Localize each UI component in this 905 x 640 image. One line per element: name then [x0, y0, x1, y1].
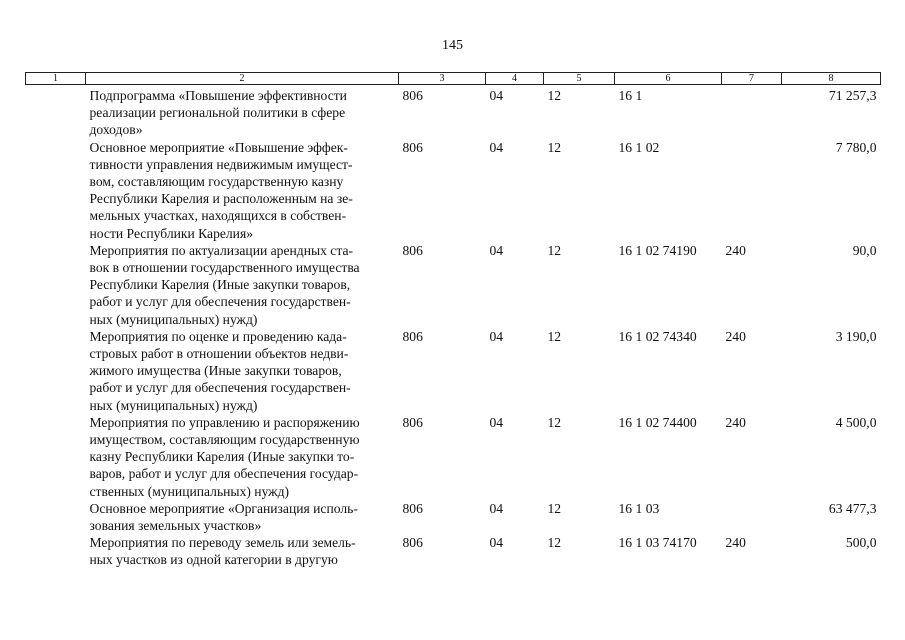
row-target-article-code: 16 1 03 74170 — [618, 535, 697, 551]
page-number: 145 — [442, 38, 463, 53]
row-expense-type-code: 240 — [725, 328, 746, 344]
column-header-4: 4 — [486, 73, 544, 85]
row-expense-type-code: 240 — [725, 535, 746, 551]
table-body — [26, 85, 881, 569]
row-section-code: 04 — [489, 535, 504, 551]
row-expense-type-code — [722, 85, 782, 139]
row-blank-cell — [26, 500, 86, 534]
table-row — [26, 500, 881, 534]
row-subsection-code: 12 — [547, 535, 562, 551]
row-ministry-code: 806 — [402, 88, 423, 103]
row-name-line: Основное мероприятие «Организация исполь- — [89, 500, 358, 516]
row-name-cell — [86, 242, 399, 328]
row-section-code: 04 — [489, 328, 504, 344]
row-section-code: 04 — [489, 88, 504, 103]
row-ministry-code: 806 — [402, 500, 423, 516]
column-header-3: 3 — [399, 73, 486, 85]
table-row — [26, 534, 881, 568]
row-target-article-code: 16 1 02 — [618, 139, 660, 155]
row-target-article-code: 16 1 02 74340 — [618, 328, 697, 344]
row-subsection-code: 12 — [547, 242, 562, 258]
row-blank-cell — [26, 85, 86, 139]
row-ministry-code: 806 — [402, 414, 423, 430]
column-header-2: 2 — [86, 73, 399, 85]
row-amount: 90,0 — [852, 242, 877, 258]
row-name-line: Мероприятия по управлению и распоряжению — [89, 414, 360, 430]
row-name-line: варов, работ и услуг для обеспечения государ- — [89, 466, 359, 482]
row-name-line: Подпрограмма «Повышение эффективности — [89, 88, 347, 103]
row-expense-type-code — [722, 500, 782, 534]
row-name-cell — [86, 328, 399, 414]
row-name-line: имуществом, составляющим государственную — [89, 432, 360, 448]
row-target-article-code: 16 1 — [618, 88, 643, 103]
row-ministry-code: 806 — [402, 535, 423, 551]
column-number-header-row — [26, 73, 881, 85]
row-subsection-code: 12 — [547, 328, 562, 344]
row-subsection-code: 12 — [547, 500, 562, 516]
row-amount: 500,0 — [845, 535, 877, 551]
row-section-code: 04 — [489, 500, 504, 516]
row-name-line: стровых работ в отношении объектов недви- — [89, 346, 349, 362]
row-subsection-code: 12 — [547, 88, 562, 103]
row-name-line: Мероприятия по оценке и проведению када- — [89, 328, 347, 344]
row-expense-type-code: 240 — [725, 414, 746, 430]
row-name-line: Основное мероприятие «Повышение эффек- — [89, 139, 348, 155]
row-amount: 4 500,0 — [835, 414, 877, 430]
row-section-code: 04 — [489, 414, 504, 430]
row-target-article-code: 16 1 03 — [618, 500, 660, 516]
table-row — [26, 328, 881, 414]
row-blank-cell — [26, 139, 86, 242]
row-blank-cell — [26, 242, 86, 328]
row-name-line: ных (муниципальных) нужд) — [89, 397, 258, 413]
row-target-article-code: 16 1 02 74400 — [618, 414, 697, 430]
row-name-line: мельных участках, находящихся в собствен- — [89, 208, 347, 224]
row-name-line: реализации региональной политики в сфере — [89, 105, 346, 121]
row-name-cell — [86, 139, 399, 242]
row-ministry-code: 806 — [402, 328, 423, 344]
row-expense-type-code: 240 — [725, 242, 746, 258]
row-name-line: казну Республики Карелия (Иные закупки то- — [89, 449, 355, 465]
row-target-article-code: 16 1 02 74190 — [618, 242, 697, 258]
row-name-line: Мероприятия по переводу земель или земель- — [89, 535, 356, 551]
column-header-1: 1 — [26, 73, 86, 85]
row-name-line: доходов» — [89, 122, 143, 138]
column-header-6: 6 — [615, 73, 722, 85]
row-name-cell — [86, 414, 399, 500]
row-section-code: 04 — [489, 139, 504, 155]
row-name-line: Мероприятия по актуализации арендных ста- — [89, 242, 354, 258]
table-row — [26, 242, 881, 328]
row-name-line: тивности управления недвижимым имущест- — [89, 156, 353, 172]
column-header-5: 5 — [544, 73, 615, 85]
budget-table — [25, 72, 881, 569]
row-amount: 63 477,3 — [828, 500, 877, 516]
row-name-cell — [86, 500, 399, 534]
table-row — [26, 414, 881, 500]
column-header-7: 7 — [722, 73, 782, 85]
table-row — [26, 85, 881, 139]
row-name-line: Республики Карелия и расположенным на зе- — [89, 191, 353, 207]
row-name-line: работ и услуг для обеспечения государствен- — [89, 380, 351, 396]
row-name-line: ных (муниципальных) нужд) — [89, 311, 258, 327]
row-expense-type-code — [722, 139, 782, 242]
row-name-line: жимого имущества (Иные закупки товаров, — [89, 363, 342, 379]
row-blank-cell — [26, 414, 86, 500]
row-name-line: ственных (муниципальных) нужд) — [89, 483, 290, 499]
table-row — [26, 139, 881, 242]
row-blank-cell — [26, 534, 86, 568]
row-subsection-code: 12 — [547, 414, 562, 430]
row-name-line: вом, составляющим государственную казну — [89, 174, 344, 190]
row-ministry-code: 806 — [402, 139, 423, 155]
row-section-code: 04 — [489, 242, 504, 258]
row-ministry-code: 806 — [402, 242, 423, 258]
row-blank-cell — [26, 328, 86, 414]
row-amount: 7 780,0 — [835, 139, 877, 155]
column-header-8: 8 — [782, 73, 881, 85]
row-name-line: зования земельных участков» — [89, 518, 262, 534]
row-subsection-code: 12 — [547, 139, 562, 155]
row-name-line: вок в отношении государственного имущества — [89, 260, 360, 276]
row-amount: 3 190,0 — [835, 328, 877, 344]
row-name-line: работ и услуг для обеспечения государствен- — [89, 294, 351, 310]
row-name-line: Республики Карелия (Иные закупки товаров, — [89, 277, 351, 293]
row-name-line: ных участков из одной категории в другую — [89, 552, 338, 568]
row-name-line: ности Республики Карелия» — [89, 225, 254, 241]
row-name-cell — [86, 85, 399, 139]
row-amount: 71 257,3 — [828, 88, 877, 103]
row-name-cell — [86, 534, 399, 568]
